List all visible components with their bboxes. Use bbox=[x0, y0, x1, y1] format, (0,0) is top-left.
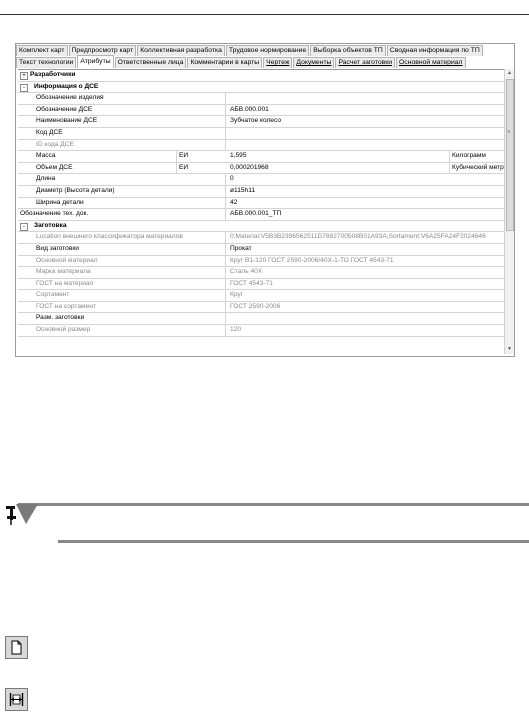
row-value[interactable]: ø115h11 bbox=[230, 186, 256, 194]
row-value[interactable]: 0;Material:V5B3B2396562511D7882700508B01A93A;Sortament:V6A25FA24F2024646 bbox=[230, 233, 486, 241]
table-row[interactable] bbox=[18, 105, 504, 117]
row-label: Марка материала bbox=[28, 267, 226, 278]
row-value[interactable]: 120 bbox=[230, 326, 242, 334]
tab-labor-rating[interactable]: Трудовое нормирование bbox=[226, 45, 309, 56]
row-value[interactable]: АБВ.000.001 bbox=[230, 105, 269, 113]
tab-card-set[interactable]: Комплект карт bbox=[16, 45, 68, 56]
row-value[interactable]: Сталь 40Х bbox=[230, 268, 263, 276]
expand-icon[interactable]: + bbox=[20, 72, 28, 80]
row-label: Вид заготовки bbox=[28, 244, 226, 255]
row-label: Объем ДСЕ bbox=[36, 163, 73, 171]
table-row[interactable] bbox=[18, 128, 504, 140]
table-row[interactable] bbox=[18, 256, 504, 268]
row-label: Разм. заготовки bbox=[28, 313, 226, 324]
table-row[interactable] bbox=[18, 290, 504, 302]
new-document-button[interactable] bbox=[5, 636, 28, 659]
collapse-icon[interactable]: - bbox=[20, 223, 28, 231]
row-label: Основной материал bbox=[28, 256, 226, 267]
row-label: Обозначение изделия bbox=[28, 93, 226, 104]
row-value[interactable] bbox=[228, 128, 504, 139]
document-icon bbox=[9, 640, 24, 655]
tab-tp-object-selection[interactable]: Выборка объектов ТП bbox=[310, 45, 386, 56]
unit-label: ЕИ bbox=[176, 163, 216, 174]
tab-row-bottom bbox=[16, 56, 467, 68]
row-value[interactable]: Круг bbox=[230, 291, 244, 299]
table-row[interactable] bbox=[18, 267, 504, 279]
section-label: Разработчики bbox=[30, 71, 76, 78]
tab-card-comments[interactable]: Комментарии в карты bbox=[187, 57, 262, 68]
tab-technology-text[interactable]: Текст технологии bbox=[16, 57, 76, 68]
note-top-rule bbox=[18, 503, 529, 506]
scroll-thumb[interactable] bbox=[506, 79, 514, 231]
row-label: Диаметр (Высота детали) bbox=[28, 186, 226, 197]
table-row[interactable] bbox=[18, 209, 504, 221]
row-label: Наименование ДСЕ bbox=[28, 116, 226, 127]
row-value[interactable]: АБВ.000.001_ТП bbox=[230, 210, 282, 218]
row-value[interactable]: 0,000201968 bbox=[228, 163, 450, 174]
tab-tp-summary[interactable]: Сводная информация по ТП bbox=[387, 45, 483, 56]
header-rule bbox=[0, 14, 529, 15]
row-label: Длина bbox=[28, 174, 226, 185]
table-row[interactable] bbox=[18, 279, 504, 291]
properties-window bbox=[15, 43, 515, 357]
row-value[interactable]: 0 bbox=[230, 175, 234, 183]
section-developers[interactable] bbox=[18, 70, 504, 82]
tab-responsible-persons[interactable]: Ответственные лица bbox=[115, 57, 187, 68]
row-label: ГОСТ на сортамент bbox=[28, 302, 226, 313]
attributes-grid bbox=[18, 69, 504, 355]
row-value[interactable]: 42 bbox=[230, 198, 238, 206]
row-label: Основной размер bbox=[28, 325, 226, 336]
row-value[interactable]: Прокат bbox=[230, 244, 252, 252]
row-label: Обозначение тех. док. bbox=[18, 209, 226, 220]
table-row[interactable] bbox=[18, 93, 504, 105]
section-label: Заготовка bbox=[34, 221, 67, 229]
scroll-down-icon[interactable]: ▼ bbox=[507, 346, 512, 352]
section-dse-info[interactable] bbox=[18, 82, 504, 94]
tab-attributes[interactable]: Атрибуты bbox=[77, 55, 113, 68]
table-row[interactable] bbox=[18, 116, 504, 128]
row-label: Обозначение ДСЕ bbox=[28, 105, 226, 116]
tab-drawing[interactable]: Чертеж bbox=[263, 57, 292, 68]
row-value[interactable]: Зубчатое колесо bbox=[230, 117, 282, 125]
table-row[interactable] bbox=[18, 198, 504, 210]
unit-value[interactable]: Килограмм bbox=[452, 152, 486, 160]
row-value[interactable] bbox=[228, 140, 504, 151]
unit-value[interactable]: Кубический метр bbox=[452, 163, 504, 171]
fit-width-icon bbox=[9, 692, 24, 707]
table-row[interactable] bbox=[18, 325, 504, 337]
collapse-icon[interactable]: - bbox=[20, 84, 28, 92]
fit-width-button[interactable] bbox=[5, 688, 28, 711]
table-row[interactable] bbox=[18, 232, 504, 244]
section-blank[interactable] bbox=[18, 221, 504, 233]
tab-card-preview[interactable]: Предпросмотр карт bbox=[69, 45, 137, 56]
table-row[interactable] bbox=[18, 163, 504, 175]
tab-documents[interactable]: Документы bbox=[293, 57, 334, 68]
row-label: ГОСТ на материал bbox=[28, 279, 226, 290]
row-label: Ширина детали bbox=[28, 198, 226, 209]
scroll-grip-icon: ≡ bbox=[507, 129, 511, 135]
table-row[interactable] bbox=[18, 244, 504, 256]
table-row[interactable] bbox=[18, 302, 504, 314]
row-label: ID кода ДСЕ bbox=[28, 140, 226, 151]
vertical-scrollbar[interactable] bbox=[504, 69, 514, 354]
table-row[interactable] bbox=[18, 313, 504, 325]
row-value[interactable]: Круг В1-120 ГОСТ 2590-2006/40Х-1-ТО ГОСТ 4543-71 bbox=[230, 256, 394, 264]
row-label: Код ДСЕ bbox=[28, 128, 226, 139]
pushpin-icon bbox=[4, 500, 38, 526]
note-block bbox=[0, 492, 529, 552]
tab-main-material[interactable]: Основной материал bbox=[396, 57, 466, 68]
table-row[interactable] bbox=[18, 151, 504, 163]
row-value[interactable]: 1,595 bbox=[228, 151, 450, 162]
row-value[interactable]: ГОСТ 2590-2006 bbox=[230, 302, 281, 310]
scroll-up-icon[interactable]: ▲ bbox=[507, 70, 512, 76]
row-value[interactable] bbox=[228, 93, 504, 104]
table-row[interactable] bbox=[18, 140, 504, 152]
row-label: Location внешнего классификатора материалов bbox=[28, 232, 226, 243]
table-row[interactable] bbox=[18, 186, 504, 198]
table-row[interactable] bbox=[18, 174, 504, 186]
section-label: Информация о ДСЕ bbox=[34, 82, 99, 90]
row-value[interactable]: ГОСТ 4543-71 bbox=[230, 279, 273, 287]
row-value[interactable] bbox=[228, 313, 504, 324]
tab-collective-development[interactable]: Коллективная разработка bbox=[137, 45, 225, 56]
unit-label: ЕИ bbox=[176, 151, 216, 162]
row-label: Сортамент bbox=[28, 290, 226, 301]
note-bottom-rule bbox=[58, 540, 529, 543]
row-label: Масса bbox=[36, 152, 56, 160]
tab-blank-calculation[interactable]: Расчет заготовки bbox=[335, 57, 395, 68]
